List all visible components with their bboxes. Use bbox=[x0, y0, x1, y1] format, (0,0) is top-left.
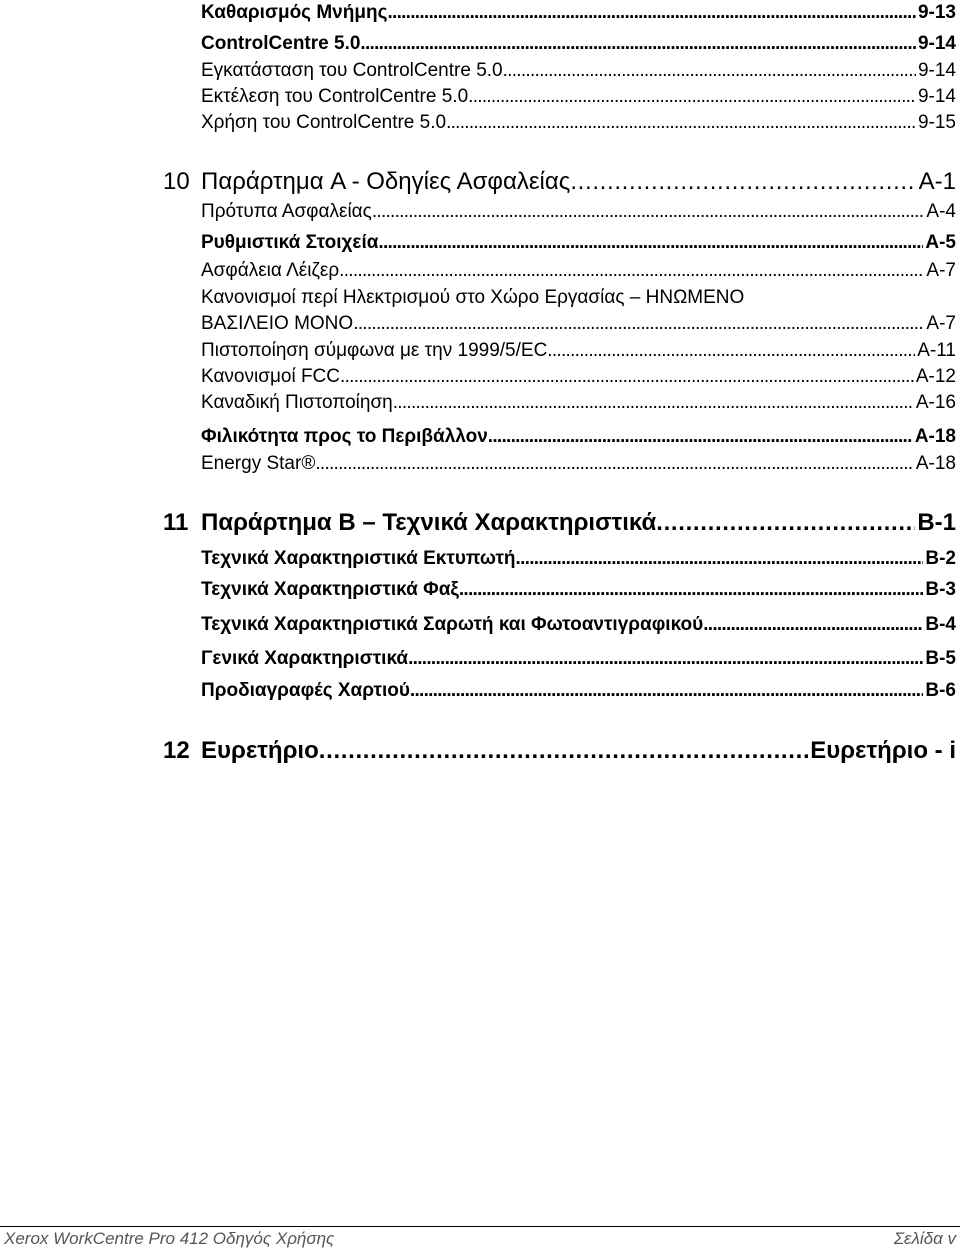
dot-leader bbox=[503, 58, 916, 84]
toc-entry-label: Προδιαγραφές Χαρτιού bbox=[201, 680, 410, 701]
toc-entry-label: Τεχνικά Χαρακτηριστικά Εκτυπωτή bbox=[201, 548, 516, 569]
toc-entry-page: A-7 bbox=[926, 313, 956, 334]
dot-leader bbox=[468, 84, 916, 110]
dot-leader bbox=[360, 31, 916, 57]
toc-entry[interactable] bbox=[201, 612, 956, 638]
toc-entry-page: 9-13 bbox=[917, 2, 956, 23]
dot-leader bbox=[516, 546, 924, 572]
dot-leader bbox=[387, 0, 916, 26]
dot-leader bbox=[656, 507, 915, 539]
toc-entry[interactable] bbox=[201, 577, 956, 603]
chapter-title: Παράρτημα A - Οδηγίες Ασφαλείας bbox=[201, 168, 571, 195]
toc-chapter[interactable] bbox=[163, 166, 956, 198]
toc-entry-label: Χρήση του ControlCentre 5.0 bbox=[201, 112, 447, 133]
dot-leader bbox=[547, 338, 915, 364]
toc-entry[interactable] bbox=[201, 230, 956, 256]
toc-entry[interactable] bbox=[201, 364, 956, 390]
dot-leader bbox=[353, 311, 924, 337]
dot-leader bbox=[410, 678, 923, 704]
toc-chapter[interactable] bbox=[163, 735, 956, 767]
toc-entry-page: 9-14 bbox=[917, 86, 956, 107]
toc-entry-label: Εκτέλεση του ControlCentre 5.0 bbox=[201, 86, 469, 107]
dot-leader bbox=[393, 390, 914, 416]
toc-entry-page: A-11 bbox=[917, 340, 956, 361]
chapter-number: 12 bbox=[163, 737, 190, 764]
footer-document-title: Xerox WorkCentre Pro 412 Οδηγός Χρήσης bbox=[4, 1229, 335, 1248]
toc-entry[interactable] bbox=[201, 546, 956, 572]
toc-entry[interactable] bbox=[201, 84, 956, 110]
toc-entry-page: 9-15 bbox=[917, 112, 956, 133]
toc-entry-page: A-7 bbox=[926, 260, 956, 281]
toc-entry-page: B-6 bbox=[925, 680, 956, 701]
toc-entry[interactable] bbox=[201, 646, 956, 672]
toc-entry-page: B-3 bbox=[925, 579, 956, 600]
toc-entry-page: B-4 bbox=[925, 614, 956, 635]
toc-entry[interactable] bbox=[201, 110, 956, 136]
toc-entry-page: 9-14 bbox=[917, 33, 956, 54]
chapter-number: 10 bbox=[163, 168, 190, 195]
dot-leader bbox=[340, 364, 914, 390]
toc-entry-page: Ευρετήριο - i bbox=[810, 737, 956, 764]
toc-entry[interactable] bbox=[201, 424, 956, 450]
footer-divider bbox=[0, 1226, 960, 1227]
chapter-title: Ευρετήριο bbox=[201, 737, 319, 764]
chapter-number: 11 bbox=[163, 509, 189, 536]
dot-leader bbox=[459, 577, 924, 603]
toc-entry-page: B-5 bbox=[925, 648, 956, 669]
toc-entry-label: Τεχνικά Χαρακτηριστικά Σαρωτή και Φωτοαντιγραφικού bbox=[201, 614, 704, 635]
dot-leader bbox=[378, 230, 923, 256]
toc-entry-label: Ρυθμιστικά Στοιχεία bbox=[201, 232, 379, 253]
toc-entry-label: Εγκατάσταση του ControlCentre 5.0 bbox=[201, 60, 503, 81]
toc-chapter[interactable] bbox=[163, 507, 956, 539]
toc-entry-page: A-18 bbox=[914, 426, 956, 447]
toc-entry-label-line1[interactable]: Κανονισμοί περί Ηλεκτρισμού στο Χώρο Εργασίας – ΗΝΩΜΕΝΟ bbox=[201, 287, 745, 308]
toc-entry[interactable] bbox=[201, 390, 956, 416]
toc-entry[interactable] bbox=[201, 199, 956, 225]
toc-entry[interactable] bbox=[201, 678, 956, 704]
toc-entry-label: ControlCentre 5.0 bbox=[201, 33, 361, 54]
toc-entry-label: Τεχνικά Χαρακτηριστικά Φαξ bbox=[201, 579, 459, 600]
dot-leader bbox=[703, 612, 923, 638]
dot-leader bbox=[372, 199, 925, 225]
toc-entry[interactable] bbox=[201, 338, 956, 364]
toc-entry-page: B-2 bbox=[925, 548, 956, 569]
toc-entry[interactable] bbox=[201, 451, 956, 477]
toc-entry-page: A-18 bbox=[915, 453, 956, 474]
toc-entry[interactable] bbox=[201, 0, 956, 26]
toc-entry-label: Γενικά Χαρακτηριστικά bbox=[201, 648, 409, 669]
page-footer bbox=[4, 1229, 956, 1249]
toc-entry-label: Energy Star® bbox=[201, 453, 316, 474]
toc-entry-label: ΒΑΣΙΛΕΙΟ ΜΟΝΟ bbox=[201, 313, 354, 334]
toc-entry[interactable] bbox=[201, 311, 956, 337]
toc-entry-page: A-16 bbox=[915, 392, 956, 413]
dot-leader bbox=[446, 110, 916, 136]
dot-leader bbox=[315, 451, 914, 477]
toc-entry-page: B-1 bbox=[917, 509, 956, 536]
dot-leader bbox=[488, 424, 913, 450]
dot-leader bbox=[570, 166, 916, 198]
toc-entry-page: A-4 bbox=[926, 201, 956, 222]
toc-entry-page: A-1 bbox=[918, 168, 956, 195]
toc-entry-label: Πρότυπα Ασφαλείας bbox=[201, 201, 372, 222]
toc-entry[interactable] bbox=[201, 31, 956, 57]
toc-entry-page: A-5 bbox=[925, 232, 956, 253]
toc-entry-page: 9-14 bbox=[917, 60, 956, 81]
toc-entry-label: Κανονισμοί FCC bbox=[201, 366, 341, 387]
toc-entry-page: A-12 bbox=[915, 366, 956, 387]
toc-entry[interactable] bbox=[201, 258, 956, 284]
toc-entry-label: Ασφάλεια Λέιζερ bbox=[201, 260, 340, 281]
toc-entry[interactable] bbox=[201, 58, 956, 84]
dot-leader bbox=[339, 258, 924, 284]
toc-entry-label: Πιστοποίηση σύμφωνα με την 1999/5/EC bbox=[201, 340, 548, 361]
toc-entry-label: Καναδική Πιστοποίηση bbox=[201, 392, 393, 413]
dot-leader bbox=[408, 646, 923, 672]
dot-leader bbox=[319, 735, 808, 767]
toc-entry-label: Φιλικότητα προς το Περιβάλλον bbox=[201, 426, 488, 447]
chapter-title: Παράρτημα B – Τεχνικά Χαρακτηριστικά bbox=[201, 509, 657, 536]
footer-page-number: Σελίδα v bbox=[893, 1229, 956, 1248]
toc-entry-label: Καθαρισμός Μνήμης bbox=[201, 2, 388, 23]
